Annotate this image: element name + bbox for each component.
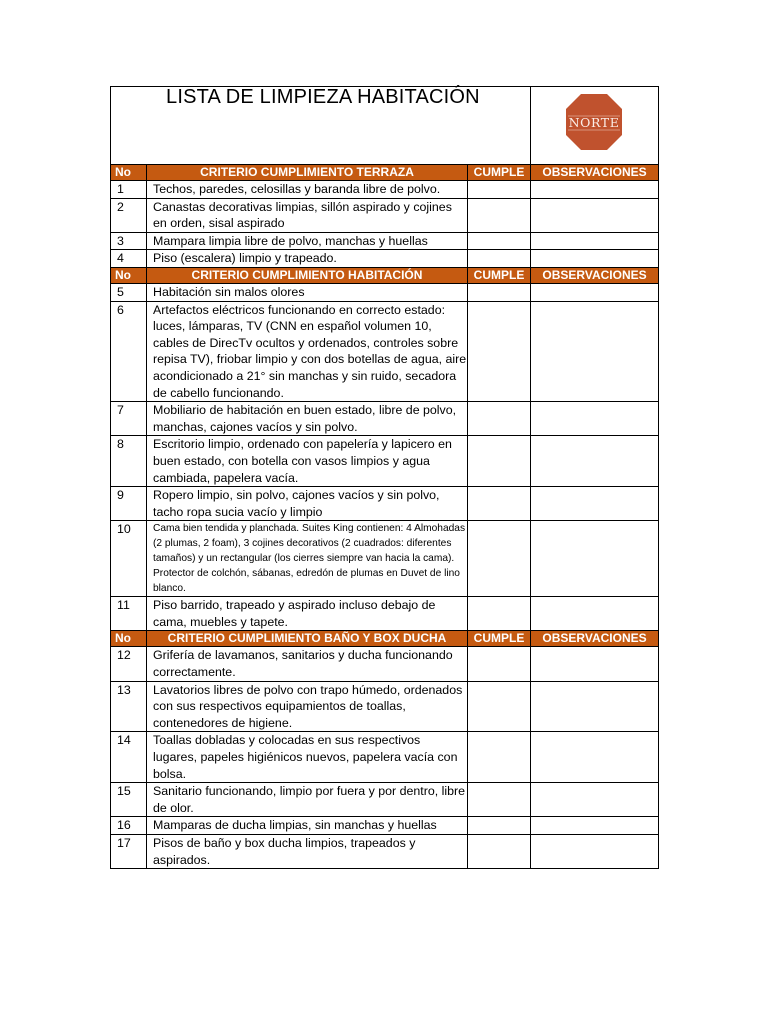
item-criterio: Techos, paredes, celosillas y baranda libre de polvo. [147,181,468,199]
item-number: 10 [111,521,147,597]
observaciones-cell[interactable] [531,732,659,783]
section-criterio-header: CRITERIO CUMPLIMIENTO BAÑO Y BOX DUCHA [147,631,468,647]
observaciones-cell[interactable] [531,436,659,487]
column-header-no: No [111,165,147,181]
table-row [111,521,659,597]
item-number: 2 [111,198,147,232]
observaciones-cell[interactable] [531,250,659,268]
observaciones-cell[interactable] [531,597,659,631]
cumple-cell[interactable] [468,198,531,232]
item-number: 1 [111,181,147,199]
cumple-cell[interactable] [468,232,531,250]
item-number: 12 [111,647,147,681]
column-header-cumple: CUMPLE [468,631,531,647]
item-number: 9 [111,487,147,521]
item-criterio: Escritorio limpio, ordenado con papelería y lapicero en buen estado, con botella con vasos limpios y agua cambiada, papelera vacía. [147,436,468,487]
item-criterio: Pisos de baño y box ducha limpios, trapeados y aspirados. [147,835,468,869]
table-row [111,198,659,232]
item-criterio: Lavatorios libres de polvo con trapo húmedo, ordenados con sus respectivos equipamientos de toallas, contenedores de higiene. [147,681,468,732]
observaciones-cell[interactable] [531,817,659,835]
section-criterio-header: CRITERIO CUMPLIMIENTO TERRAZA [147,165,468,181]
cumple-cell[interactable] [468,647,531,681]
cumple-cell[interactable] [468,181,531,199]
column-header-no: No [111,267,147,283]
section-header-row [111,165,659,181]
observaciones-cell[interactable] [531,232,659,250]
table-row [111,681,659,732]
item-criterio: Toallas dobladas y colocadas en sus respectivos lugares, papeles higiénicos nuevos, papelera vacía con bolsa. [147,732,468,783]
table-row [111,232,659,250]
cumple-cell[interactable] [468,597,531,631]
item-number: 15 [111,783,147,817]
cumple-cell[interactable] [468,521,531,597]
item-number: 8 [111,436,147,487]
cumple-cell[interactable] [468,681,531,732]
cumple-cell[interactable] [468,835,531,869]
observaciones-cell[interactable] [531,198,659,232]
observaciones-cell[interactable] [531,681,659,732]
cumple-cell[interactable] [468,283,531,301]
column-header-cumple: CUMPLE [468,165,531,181]
item-number: 6 [111,301,147,402]
item-criterio: Mampara limpia libre de polvo, manchas y huellas [147,232,468,250]
section-header-row [111,267,659,283]
item-criterio: Artefactos eléctricos funcionando en correcto estado: luces, lámparas, TV (CNN en español volumen 10, cables de DirecTv ocultos y ordenados, controles sobre repisa TV), friobar limpio y con dos botellas de agua, aire acondicionado a 21° sin manchas y sin ruido, secadora de cabello funcionando. [147,301,468,402]
table-row [111,647,659,681]
item-criterio: Habitación sin malos olores [147,283,468,301]
table-row [111,835,659,869]
observaciones-cell[interactable] [531,783,659,817]
observaciones-cell[interactable] [531,181,659,199]
item-criterio: Cama bien tendida y planchada. Suites King contienen: 4 Almohadas (2 plumas, 2 foam), 3 cojines decorativos (2 cuadrados: diferentes tamaños) y un rectangular (los cierres siempre van hacia la cama). Protector de colchón, sábanas, edredón de plumas en Duvet de lino blanco. [147,521,468,597]
cumple-cell[interactable] [468,817,531,835]
item-number: 3 [111,232,147,250]
cumple-cell[interactable] [468,436,531,487]
page-title: LISTA DE LIMPIEZA HABITACIÓN [166,86,480,108]
item-criterio: Piso (escalera) limpio y trapeado. [147,250,468,268]
logo-wordmark: NORTE [568,115,620,130]
column-header-cumple: CUMPLE [468,267,531,283]
observaciones-cell[interactable] [531,521,659,597]
item-number: 4 [111,250,147,268]
table-row [111,783,659,817]
item-number: 5 [111,283,147,301]
cumple-cell[interactable] [468,732,531,783]
table-row [111,250,659,268]
title-row [111,87,659,165]
table-row [111,181,659,199]
table-row [111,597,659,631]
item-criterio: Grifería de lavamanos, sanitarios y ducha funcionando correctamente. [147,647,468,681]
item-criterio: Mamparas de ducha limpias, sin manchas y huellas [147,817,468,835]
observaciones-cell[interactable] [531,402,659,436]
item-number: 14 [111,732,147,783]
item-criterio: Sanitario funcionando, limpio por fuera y por dentro, libre de olor. [147,783,468,817]
cumple-cell[interactable] [468,301,531,402]
cumple-cell[interactable] [468,402,531,436]
table-row [111,817,659,835]
table-row [111,436,659,487]
item-criterio: Mobiliario de habitación en buen estado, libre de polvo, manchas, cajones vacíos y sin polvo. [147,402,468,436]
column-header-observaciones: OBSERVACIONES [531,631,659,647]
logo-cell [531,87,659,165]
observaciones-cell[interactable] [531,283,659,301]
observaciones-cell[interactable] [531,835,659,869]
norte-logo-icon [565,93,623,151]
cumple-cell[interactable] [468,487,531,521]
item-criterio: Canastas decorativas limpias, sillón aspirado y cojines en orden, sisal aspirado [147,198,468,232]
cumple-cell[interactable] [468,250,531,268]
section-criterio-header: CRITERIO CUMPLIMIENTO HABITACIÓN [147,267,468,283]
observaciones-cell[interactable] [531,647,659,681]
table-row [111,283,659,301]
item-criterio: Ropero limpio, sin polvo, cajones vacíos y sin polvo, tacho ropa sucia vacío y limpio [147,487,468,521]
table-row [111,301,659,402]
title-cell [111,87,531,165]
observaciones-cell[interactable] [531,487,659,521]
column-header-observaciones: OBSERVACIONES [531,267,659,283]
section-header-row [111,631,659,647]
column-header-no: No [111,631,147,647]
table-row [111,402,659,436]
item-number: 17 [111,835,147,869]
column-header-observaciones: OBSERVACIONES [531,165,659,181]
item-criterio: Piso barrido, trapeado y aspirado incluso debajo de cama, muebles y tapete. [147,597,468,631]
item-number: 16 [111,817,147,835]
item-number: 7 [111,402,147,436]
item-number: 13 [111,681,147,732]
item-number: 11 [111,597,147,631]
table-row [111,487,659,521]
cumple-cell[interactable] [468,783,531,817]
checklist-table [110,86,659,869]
table-row [111,732,659,783]
observaciones-cell[interactable] [531,301,659,402]
